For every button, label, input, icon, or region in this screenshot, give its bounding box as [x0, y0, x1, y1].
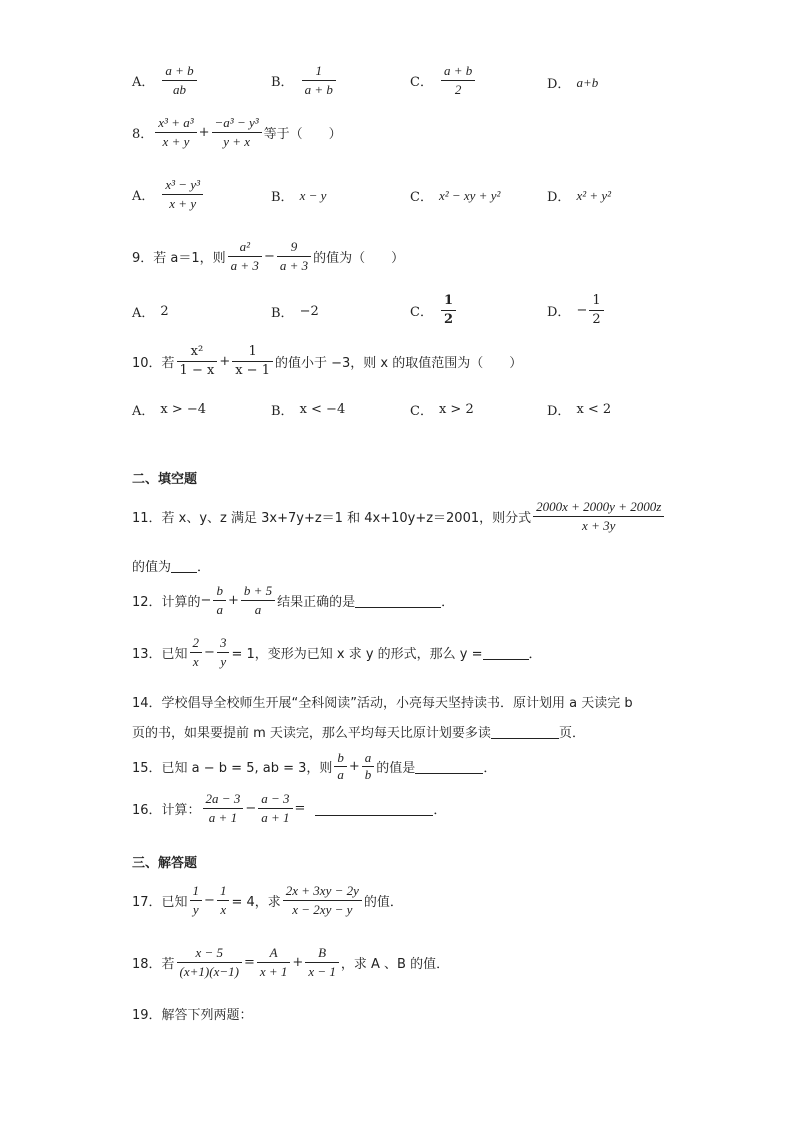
question-9: 9．若 a＝1，则 $\frac{\text{a²}}{a + 3}$ − $\frac{9}{a + 3}$ 的值为（ ）	[132, 239, 405, 273]
q15-fraction-1: $\frac{b}{a}$	[334, 750, 347, 783]
question-11-continued: 的值为 ．	[132, 560, 211, 575]
q12-fraction-1: $\frac{b}{a}$	[213, 582, 226, 619]
q8-option-d: D． x² + y²	[547, 187, 612, 205]
q9-fraction-1: $\frac{\text{a²}}{a + 3}$	[228, 238, 262, 275]
q17-fraction-1: $\frac{1}{y}$	[190, 882, 203, 919]
section-heading-solutions: 三、解答题	[132, 856, 198, 871]
q16-answer-blank[interactable]	[315, 801, 433, 816]
question-8: 8． $\frac{\text{x³ + a³}}{x + y}$ + $\frac{\text{−a³ − y³}}{y + x}$ 等于（ ）	[132, 115, 342, 149]
q15-answer-blank[interactable]	[415, 759, 483, 774]
section-heading-fill-in: 二、填空题	[132, 472, 198, 487]
q9-option-b: B． −2	[271, 304, 319, 321]
question-15: 15．已知 a − b = 5, ab = 3，则 $\frac{b}{a}$ + $\frac{a}{b}$ 的值是 ．	[132, 750, 497, 782]
q17-fraction-3: $\frac{2x + 3xy - 2y}{x - 2xy - y}$	[283, 882, 362, 919]
q8-a-fraction: $\frac{\text{x³ − y³}}{x + y}$	[162, 176, 203, 213]
q12-fraction-2: $\frac{b + 5}{a}$	[241, 582, 275, 619]
q9-fraction-2: $\frac{9}{a + 3}$	[277, 238, 311, 275]
q10-option-c: C． x > 2	[410, 402, 474, 419]
q17-fraction-2: $\frac{1}{x}$	[217, 882, 230, 919]
q16-fraction-1: $\frac{2a - 3}{a + 1}$	[203, 790, 244, 827]
q9-option-a: A． 2	[132, 304, 169, 321]
q9-d-fraction: $\frac{1}{2}$	[589, 292, 603, 329]
q10-option-a: A． x > −4	[132, 402, 207, 419]
q8-option-c: C． x² − xy + y²	[410, 187, 501, 205]
q18-fraction-2: $\frac{A}{x + 1}$	[257, 944, 291, 981]
question-12: 12．计算的 − $\frac{b}{a}$ + $\frac{b + 5}{a}$ 结果正确的是 ．	[132, 583, 455, 617]
question-14-line1: 14．学校倡导全校师生开展“全科阅读”活动，小亮每天坚持读书．原计划用 a 天读完 b	[132, 696, 633, 711]
q7-c-fraction: $\frac{a + b}{2}$	[441, 62, 475, 99]
q11-fraction: $\frac{2000x + 2000y + 2000z}{x + 3y}$	[533, 498, 664, 535]
q8-option-b: B． x − y	[271, 187, 327, 205]
q10-fraction-2: $\frac{1}{x - 1}$	[232, 343, 273, 380]
q7-b-fraction: $\frac{1}{a + b}$	[302, 62, 336, 99]
question-14-line2: 页的书，如果要提前 m 天读完，那么平均每天比原计划要多读 页．	[132, 726, 585, 741]
question-17: 17．已知 $\frac{1}{y}$ − $\frac{1}{x}$ = 4，求 $\frac{2x + 3xy - 2y}{x - 2xy - y}$ 的值．	[132, 883, 403, 917]
question-19: 19．解答下列两题：	[132, 1008, 253, 1023]
q16-fraction-2: $\frac{a - 3}{a + 1}$	[258, 790, 292, 827]
q13-answer-blank[interactable]	[483, 645, 529, 660]
q8-fraction-2: $\frac{\text{−a³ − y³}}{y + x}$	[212, 114, 262, 151]
q18-fraction-3: $\frac{B}{x - 1}$	[305, 944, 339, 981]
q7-option-b: B． $\frac{1}{a + b}$	[271, 62, 338, 99]
q14-answer-blank[interactable]	[491, 724, 559, 739]
q9-option-d: D． − $\frac{1}{2}$	[547, 292, 606, 329]
q8-option-a: A． $\frac{\text{x³ − y³}}{x + y}$	[132, 176, 205, 213]
q11-answer-blank[interactable]	[171, 558, 197, 573]
question-18: 18．若 $\frac{x - 5}{(x+1)(x-1)}$ = $\frac{A}{x + 1}$ + $\frac{B}{x - 1}$ ，求 A 、B 的值．	[132, 945, 450, 979]
q10-option-d: D． x < 2	[547, 402, 612, 419]
q7-option-a: A． $\frac{a + b}{ab}$	[132, 62, 199, 99]
q9-c-fraction: $\frac{1}{2}$	[441, 292, 456, 329]
question-10: 10．若 $\frac{\text{x²}}{1 - x}$ + $\frac{1}{x - 1}$ 的值小于 −3，则 x 的取值范围为（ ）	[132, 344, 523, 378]
question-16: 16．计算： $\frac{2a - 3}{a + 1}$ − $\frac{a - 3}{a + 1}$ = ．	[132, 791, 447, 825]
question-11: 11．若 x、y、z 满足 3x+7y+z＝1 和 4x+10y+z＝2001，则分式 $\frac{2000x + 2000y + 2000z}{x + 3y}$	[132, 498, 666, 535]
q15-fraction-2: $\frac{a}{b}$	[362, 750, 375, 783]
q18-fraction-1: $\frac{x - 5}{(x+1)(x-1)}$	[177, 944, 242, 981]
q10-fraction-1: $\frac{\text{x²}}{1 - x}$	[177, 343, 218, 380]
q13-fraction-2: $\frac{3}{y}$	[217, 634, 230, 671]
q13-fraction-1: $\frac{2}{x}$	[190, 634, 203, 671]
q12-answer-blank[interactable]	[355, 593, 441, 608]
q7-option-c: C． $\frac{a + b}{2}$	[410, 62, 477, 99]
q9-option-c: C． $\frac{1}{2}$	[410, 292, 458, 329]
q8-fraction-1: $\frac{\text{x³ + a³}}{x + y}$	[155, 114, 196, 151]
q10-option-b: B． x < −4	[271, 402, 346, 419]
q7-a-fraction: $\frac{a + b}{ab}$	[162, 62, 196, 99]
q7-option-d: D． a+b	[547, 74, 599, 92]
question-13: 13．已知 $\frac{2}{x}$ − $\frac{3}{y}$ = 1，变形为已知 x 求 y 的形式，那么 y = ．	[132, 635, 542, 669]
